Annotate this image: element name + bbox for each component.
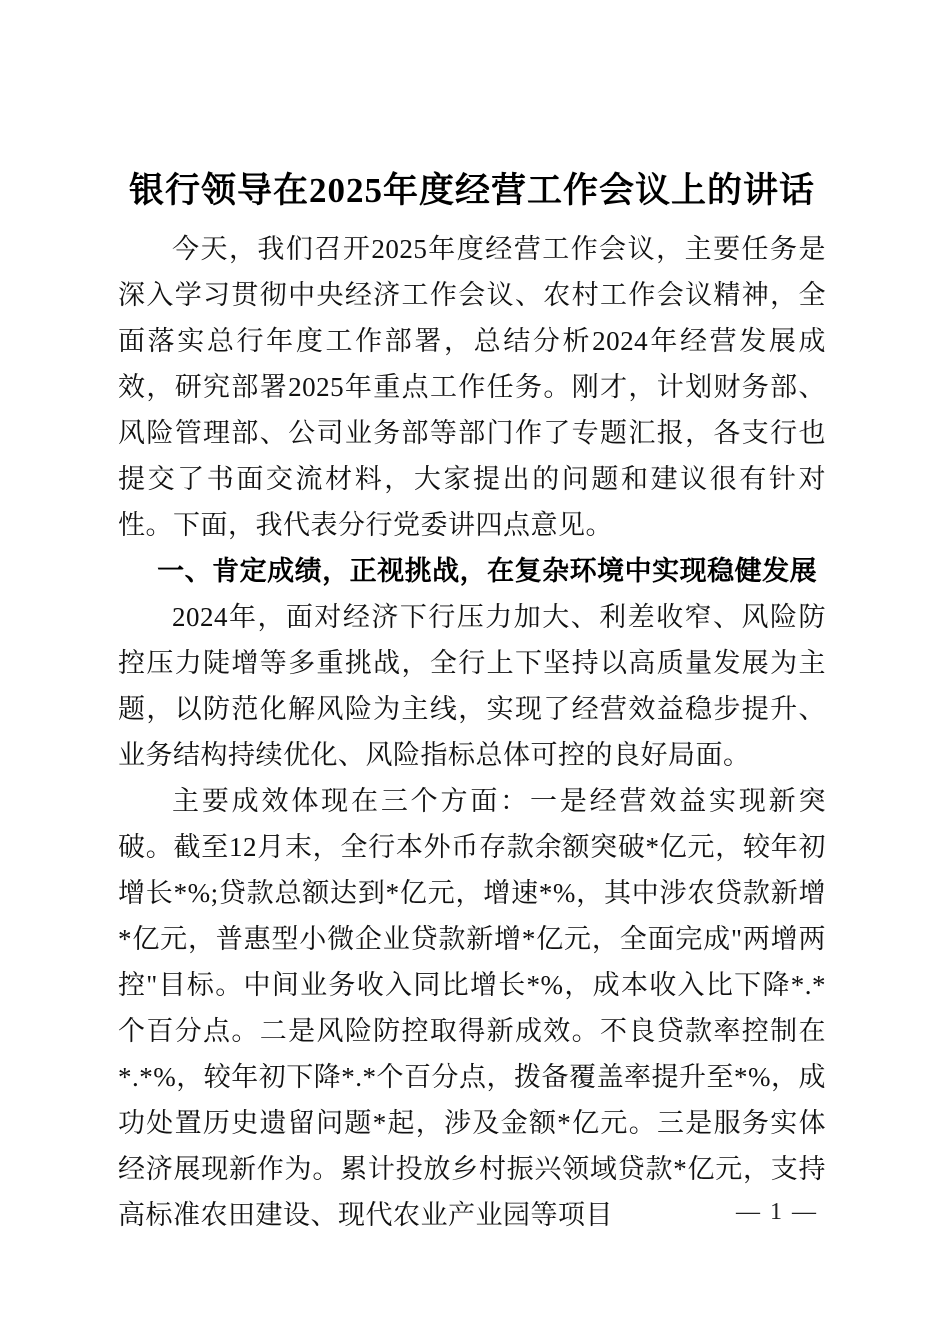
paragraph-2024-review: 2024年，面对经济下行压力加大、利差收窄、风险防控压力陡增等多重挑战，全行上下坚持以高质量发展为主题，以防范化解风险为主线，实现了经营效益稳步提升、业务结构持续优化、风险指标总体可控的良好局面。 — [118, 602, 826, 770]
paragraph-achievements: 主要成效体现在三个方面：一是经营效益实现新突破。截至12月末，全行本外币存款余额突破*亿元，较年初增长*%;贷款总额达到*亿元，增速*%，其中涉农贷款新增*亿元，普惠型小微企业贷款新增*亿元，全面完成"两增两控"目标。中间业务收入同比增长*%，成本收入比下降*.*个百分点。二是风险防控取得新成效。不良贷款率控制在*.*%，较年初下降*.*个百分点，拨备覆盖率提升至*%，成功处置历史遗留问题*起，涉及金额*亿元。三是服务实体经济展现新作为。累计投放乡村振兴领域贷款*亿元，支持高标准农田建设、现代农业产业园等项目 — [118, 786, 826, 1230]
paragraph-intro: 今天，我们召开2025年度经营工作会议，主要任务是深入学习贯彻中央经济工作会议、农村工作会议精神，全面落实总行年度工作部署，总结分析2024年经营发展成效，研究部署2025年重点工作任务。刚才，计划财务部、风险管理部、公司业务部等部门作了专题汇报，各支行也提交了书面交流材料，大家提出的问题和建议很有针对性。下面，我代表分行党委讲四点意见。 — [118, 234, 826, 540]
page-number: — 1 — — [736, 1199, 818, 1225]
section-heading-1: 一、肯定成绩，正视挑战，在复杂环境中实现稳健发展 — [157, 556, 818, 586]
document-title: 银行领导在2025年度经营工作会议上的讲话 — [128, 171, 815, 210]
